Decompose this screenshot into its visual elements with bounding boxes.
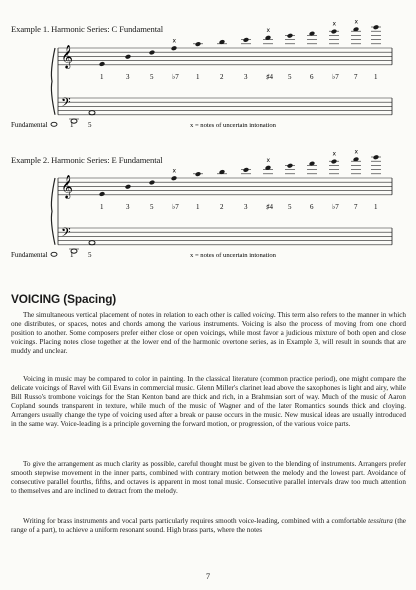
harmonic-number: 5 bbox=[150, 202, 154, 211]
harmonic-number: 2 bbox=[220, 72, 224, 81]
fundamental-note-symbol bbox=[51, 122, 57, 126]
example-2-title: Example 2. Harmonic Series: E Fundamental bbox=[11, 155, 163, 165]
harmonic-note bbox=[243, 167, 250, 173]
example-1-title: Example 1. Harmonic Series: C Fundamental bbox=[11, 24, 163, 34]
harmonic-note bbox=[149, 180, 156, 186]
harmonic-number: 1 bbox=[100, 72, 104, 81]
paragraph-3: To give the arrangement as much clarity as possible, careful thought must be given to the blending of instruments. Arrangers prefer smooth stepwise movement in the inner parts, combined with contrary motion between the melody and the lowest part. Avoidance of consecutive parallel fourths, fifths, and octaves is apparent in most tonal music. Consecutive parallel intervals draw too much attention to themselves and are inclined to detract from the melody. bbox=[11, 460, 406, 495]
harmonic-number: ♭7 bbox=[172, 202, 179, 211]
bass-clef-icon: 𝄢 bbox=[61, 225, 71, 243]
harmonic-number: ♭7 bbox=[332, 72, 339, 81]
harmonic-number: 1 bbox=[196, 72, 200, 81]
harmonic-note bbox=[373, 24, 380, 30]
harmonic-note bbox=[287, 163, 294, 169]
harmonic-number: 1 bbox=[100, 202, 104, 211]
uncertain-mark: x bbox=[332, 150, 337, 158]
brace bbox=[51, 48, 55, 115]
fund-number: 5 bbox=[88, 120, 92, 129]
uncertain-mark: x bbox=[354, 148, 359, 156]
harmonic-number: ♭7 bbox=[172, 72, 179, 81]
harmonic-number: 5 bbox=[288, 72, 292, 81]
paragraph-4: Writing for brass instruments and vocal parts particularly requires smooth voice-leading, combined with a comfortable tessitura (the range of a part), to achieve a uniform resonant sound. High brass parts, where the notes bbox=[11, 517, 406, 534]
brace bbox=[51, 178, 55, 245]
uncertain-note-legend: x = notes of uncertain intonation bbox=[190, 251, 276, 259]
page-number: 7 bbox=[205, 571, 211, 581]
harmonic-number: 3 bbox=[244, 202, 248, 211]
paragraph-2: Voicing in music may be compared to color in painting. In the classical literature (common practice period), one might compare the delicate voicings of Ravel with Gil Evans in commercial music. Glenn Miller's clarinet lead above the saxophones is light and airy, while Bill Russo's trombone voicings for the Stan Kenton band are thick and rich, in a Brahmsian sort of way. Much of the music of Aaron Copland sounds transparent in texture, while much of the music of Wagner and of the later Romantics sounds thick and cloying. Arrangers usually change the type of voicing used after a break or pause occurs in the music. New musical ideas are usually introduced in the same way. Voice-leading is a principle governing the forward motion, or progression, of the various voice parts. bbox=[11, 375, 406, 428]
fundamental-note bbox=[89, 111, 95, 115]
uncertain-mark: x bbox=[172, 167, 177, 175]
harmonic-number: 7 bbox=[354, 202, 358, 211]
fund-number: 1 bbox=[70, 250, 74, 259]
harmonic-note bbox=[331, 29, 338, 35]
fundamental-label: Fundamental bbox=[11, 120, 48, 129]
fund-number: 1 bbox=[70, 120, 74, 129]
uncertain-mark: x bbox=[332, 20, 337, 28]
harmonic-number: ♯4 bbox=[266, 72, 273, 81]
uncertain-mark: x bbox=[172, 37, 177, 45]
harmonic-note bbox=[171, 45, 178, 51]
treble-clef-icon: 𝄞 bbox=[61, 44, 73, 68]
harmonic-number: 1 bbox=[196, 202, 200, 211]
harmonic-number: ♯4 bbox=[266, 202, 273, 211]
uncertain-mark: x bbox=[266, 26, 271, 34]
harmonic-number: 1 bbox=[374, 72, 378, 81]
harmonic-note bbox=[287, 33, 294, 39]
harmonic-note bbox=[331, 159, 338, 165]
harmonic-number: 6 bbox=[310, 72, 314, 81]
harmonic-number: 1 bbox=[374, 202, 378, 211]
uncertain-mark: x bbox=[354, 18, 359, 26]
fundamental-note bbox=[89, 241, 95, 245]
uncertain-note-legend: x = notes of uncertain intonation bbox=[190, 121, 276, 129]
harmonic-note bbox=[125, 54, 132, 60]
harmonic-number: 3 bbox=[126, 72, 130, 81]
harmonic-note bbox=[195, 41, 202, 47]
harmonic-number: 5 bbox=[150, 72, 154, 81]
harmonic-note bbox=[125, 184, 132, 190]
harmonic-number: 3 bbox=[244, 72, 248, 81]
harmonic-number: 3 bbox=[126, 202, 130, 211]
harmonic-number: 5 bbox=[288, 202, 292, 211]
fundamental-note-symbol bbox=[51, 252, 57, 256]
harmonic-note bbox=[243, 37, 250, 43]
harmonic-note bbox=[99, 191, 106, 197]
harmonic-number: 7 bbox=[354, 72, 358, 81]
fund-number: 5 bbox=[88, 250, 92, 259]
harmonic-number: 6 bbox=[310, 202, 314, 211]
fundamental-label: Fundamental bbox=[11, 250, 48, 259]
harmonic-note bbox=[171, 175, 178, 181]
treble-clef-icon: 𝄞 bbox=[61, 174, 73, 198]
bass-clef-icon: 𝄢 bbox=[61, 95, 71, 113]
harmonic-number: ♭7 bbox=[332, 202, 339, 211]
harmonic-note bbox=[195, 171, 202, 177]
uncertain-mark: x bbox=[266, 156, 271, 164]
harmonic-number: 2 bbox=[220, 202, 224, 211]
paragraph-1: The simultaneous vertical placement of notes in relation to each other is called voicing. This term also refers to the manner in which one distributes, or spaces, notes and chords among the various instruments. Voicing is also the process of moving from one chord position to another. Some composers prefer either close or open voicings, while most favor a judicious mixture of both open and close voicings. Placing notes close together at the lower end of the harmonic overtone series, as in Example 3, will result in sounds that are muddy and unclear. bbox=[11, 311, 406, 355]
harmonic-note bbox=[99, 61, 106, 67]
harmonic-note bbox=[149, 50, 156, 56]
section-heading: VOICING (Spacing) bbox=[11, 292, 117, 306]
